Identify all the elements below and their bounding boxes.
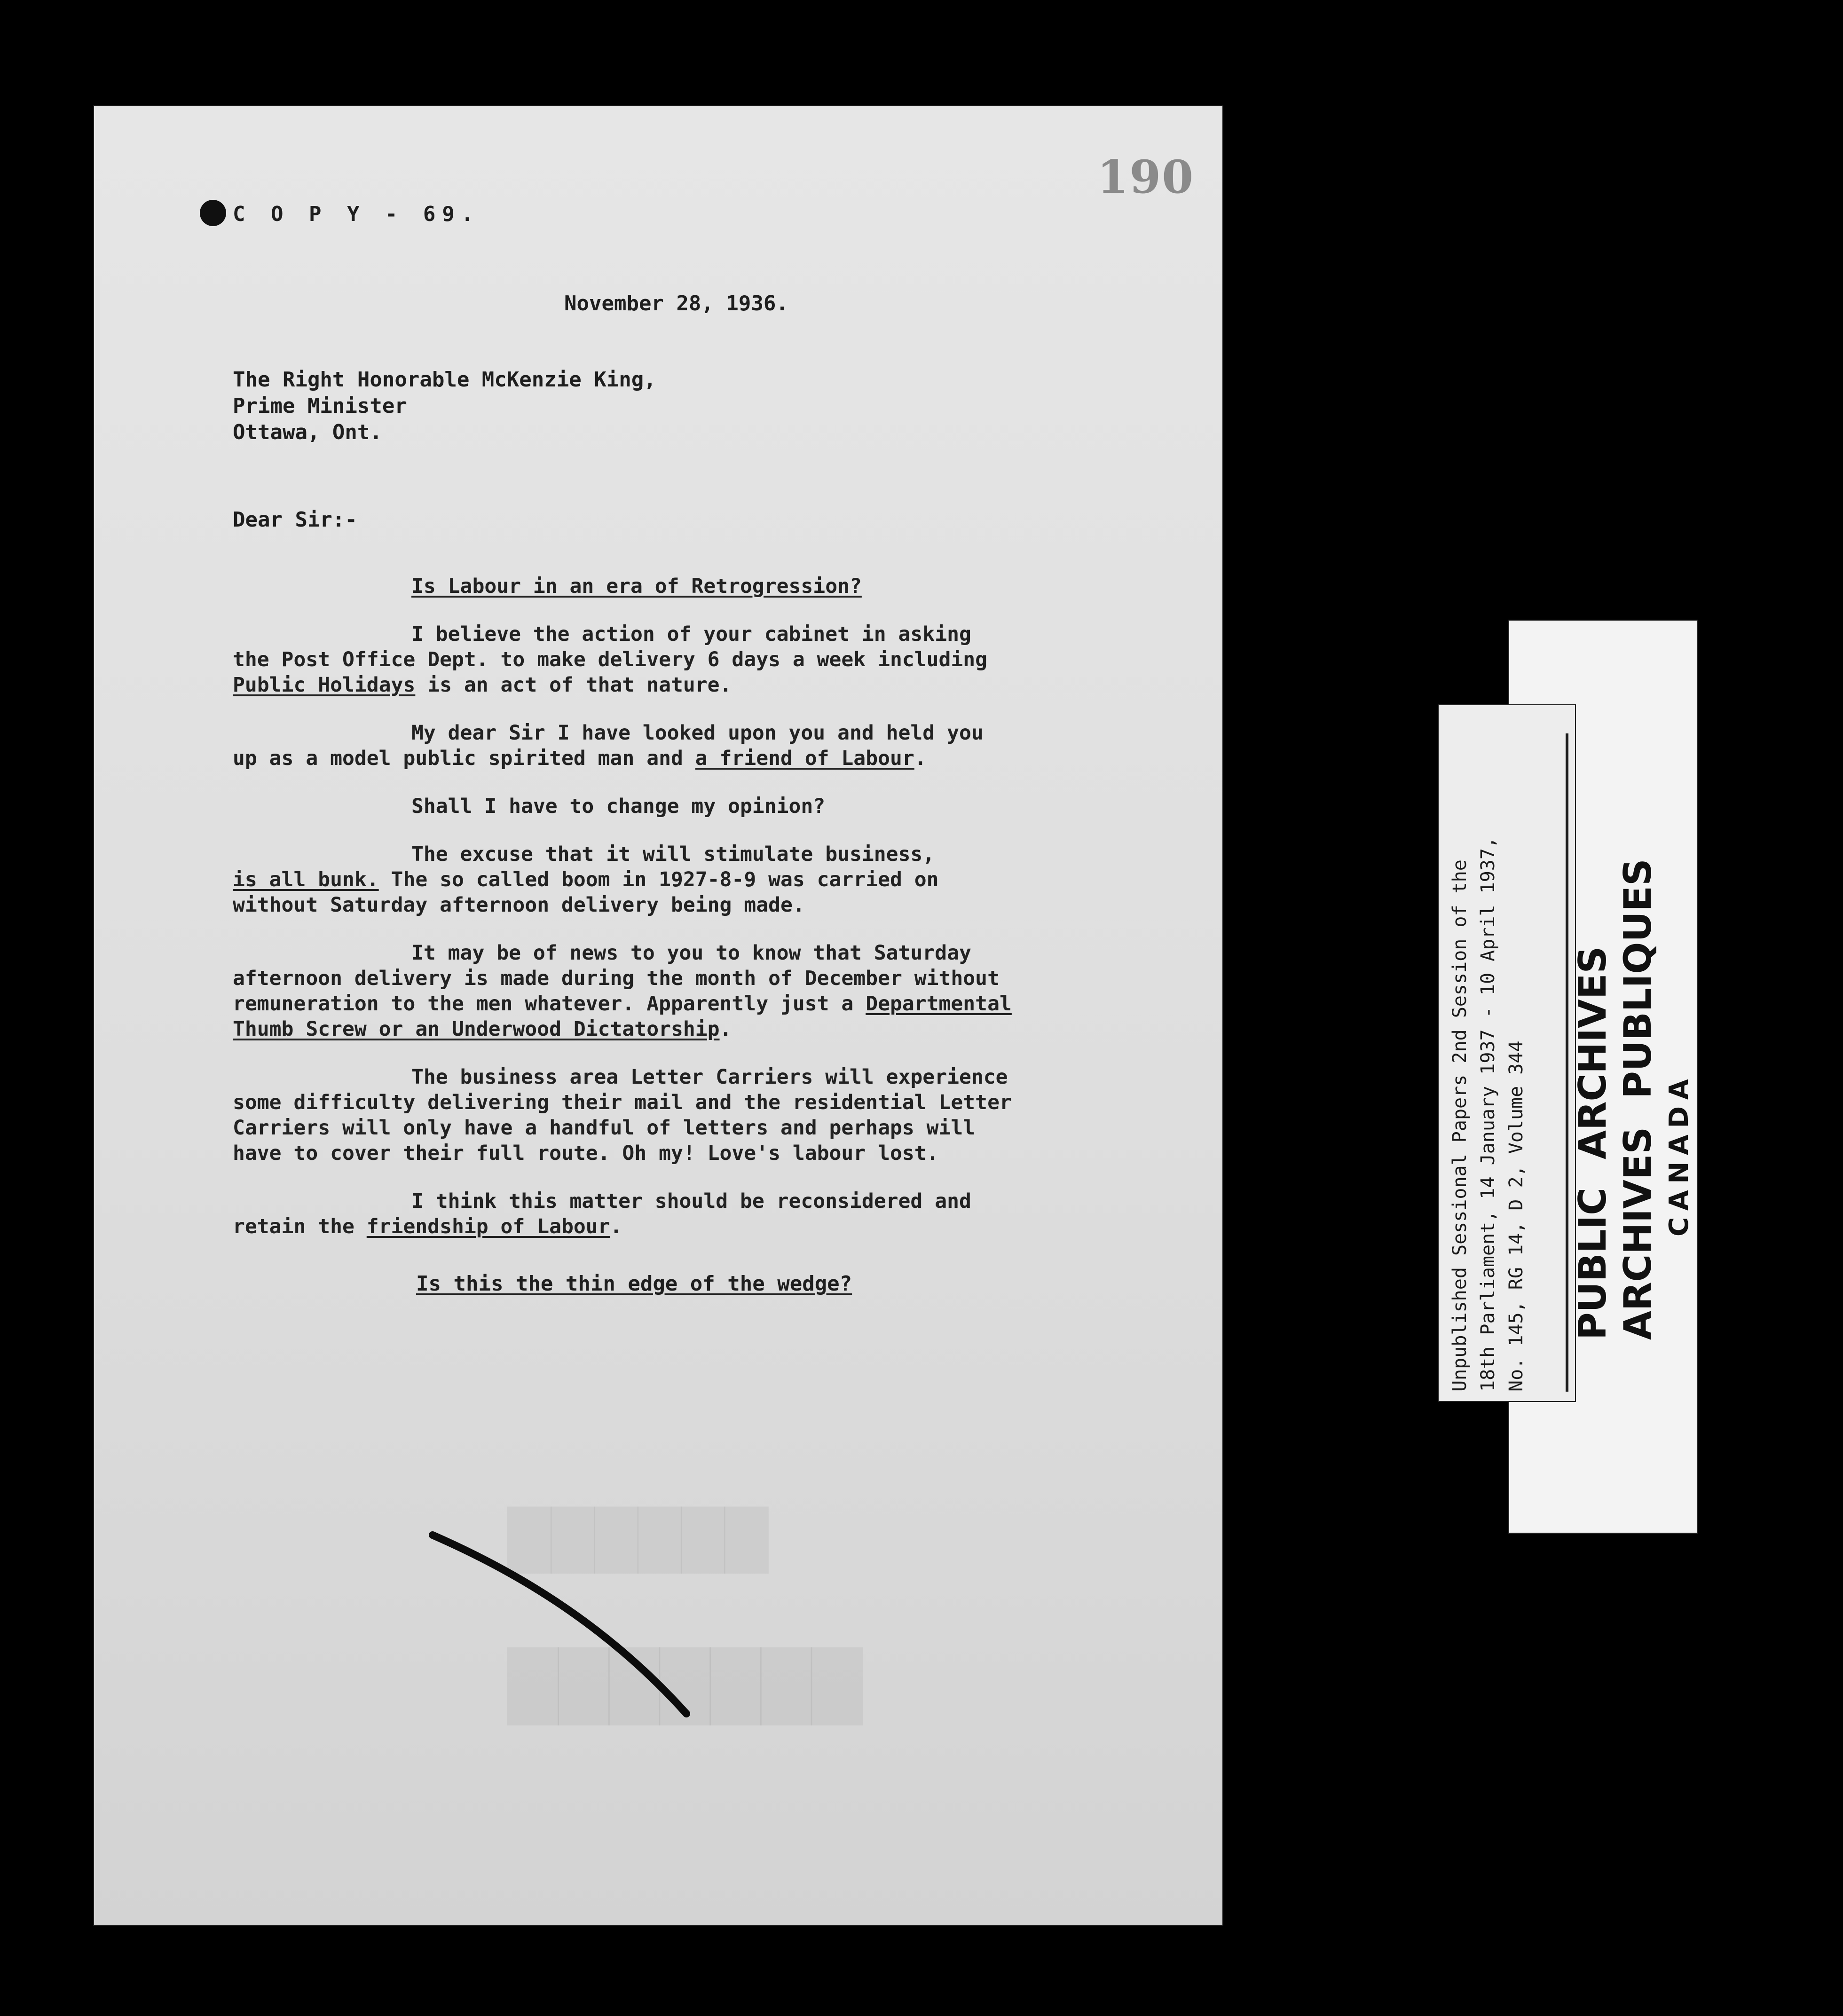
address-line: Prime Minister	[233, 394, 407, 418]
letter-date: November 28, 1936.	[564, 291, 788, 315]
salutation: Dear Sir:-	[233, 508, 357, 532]
bleed-through-mark: ██████	[508, 1507, 768, 1573]
reference-line: Unpublished Sessional Papers 2nd Session of the	[1449, 859, 1471, 1392]
paragraph: The excuse that it will stimulate business, is all bunk. The so called boom in 1927-8-9 was carried on without Saturday afternoon delivery being made.	[233, 843, 939, 917]
copy-mark: C O P Y - 69.	[233, 202, 480, 226]
paragraph: My dear Sir I have looked upon you and held you up as a model public spirited man and a friend of Labour.	[233, 721, 984, 770]
address-line: Ottawa, Ont.	[233, 420, 382, 444]
bleed-through-mark: ███████	[508, 1648, 862, 1725]
punch-hole	[200, 200, 226, 226]
paragraph: I think this matter should be reconsidered and retain the friendship of Labour.	[233, 1189, 971, 1238]
label-divider	[1566, 733, 1568, 1392]
paragraph: It may be of news to you to know that Saturday afternoon delivery is made during the month of December without remuneration to the men whatever. Apparently just a Departmental Thumb Screw or an Underwood Dictatorship.	[233, 941, 1012, 1041]
letter-heading: Is Labour in an era of Retrogression?	[411, 575, 862, 598]
paragraph: Shall I have to change my opinion?	[411, 795, 826, 818]
archives-country: CANADA	[1664, 1072, 1694, 1236]
letter-body	[233, 541, 1126, 1262]
address-line: The Right Honorable McKenzie King,	[233, 368, 656, 392]
sessional-papers-reference	[1446, 837, 1530, 1392]
archives-french: ARCHIVESPUBLIQUES	[1616, 858, 1660, 1340]
archives-english: PUBLICARCHIVES	[1571, 946, 1615, 1340]
folio-number: 190	[1097, 150, 1194, 204]
closing-question: Is this the thin edge of the wedge?	[416, 1272, 852, 1296]
recipient-address	[233, 367, 656, 446]
reference-line: 18th Parliament, 14 January 1937 - 10 April 1937,	[1477, 836, 1499, 1392]
paragraph: I believe the action of your cabinet in asking the Post Office Dept. to make delivery 6 days a week including Public Holidays is an act of that nature.	[233, 622, 988, 697]
paragraph: The business area Letter Carriers will experience some difficulty delivering their mail and the residential Letter Carriers will only have a handful of letters and perhaps will have to cover their full route. Oh my! Love's labour lost.	[233, 1065, 1012, 1165]
public-archives-stamp	[1570, 858, 1698, 1340]
pen-mark	[423, 1516, 752, 1728]
reference-line: No. 145, RG 14, D 2, Volume 344	[1505, 1040, 1527, 1392]
